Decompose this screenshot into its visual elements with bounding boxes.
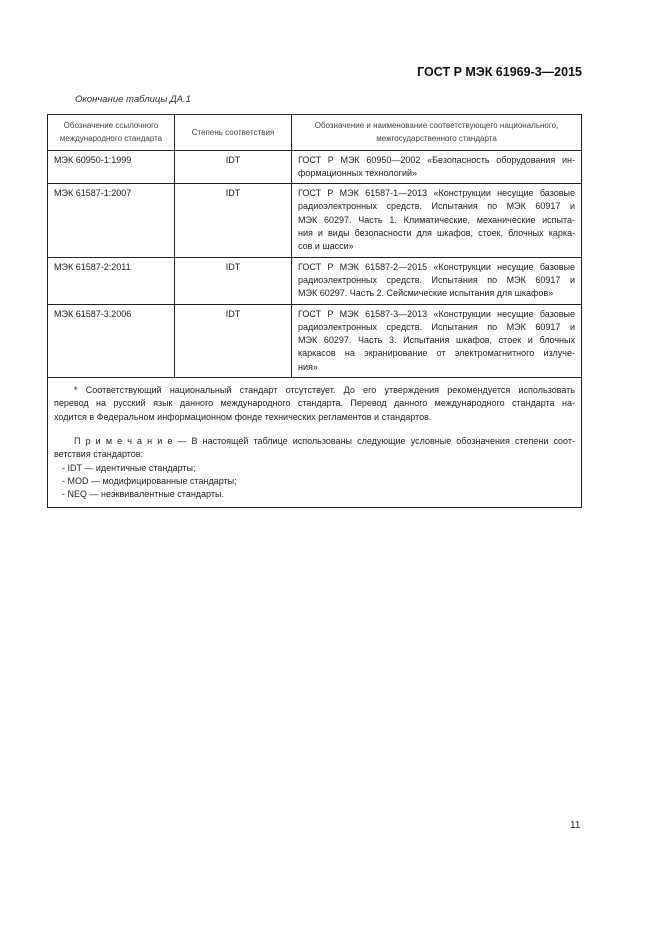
reference-standard: МЭК 61587-2:2011 (48, 257, 175, 304)
text-line: - IDT — идентичные стандарты; (62, 462, 196, 473)
document-code: ГОСТ Р МЭК 61969-3—2015 (417, 65, 582, 79)
text-line: ГОСТ Р МЭК 61587-1—2013 «Конструкции несущие базовые (298, 188, 575, 199)
text-line: МЭК 60297. Часть 1. Климатические, механические испыта- (298, 214, 575, 225)
table-row (48, 150, 582, 184)
page-number: 11 (570, 820, 581, 831)
text-line: радиоэлектронных средств. Испытания по МЭК 60917 и (298, 274, 575, 285)
table-row (48, 257, 582, 304)
note (54, 435, 575, 501)
text-line: - MOD — модифицированные стандарты; (62, 475, 237, 486)
column-header: Обозначение и наименование соответствующего национального, межгосударственного стандарта (292, 115, 582, 151)
text-line: перевод на русский язык данного международного стандарта. Перевод данного международного стандарта на- (54, 398, 575, 409)
table-header-row (48, 115, 582, 151)
text-line: ГОСТ Р МЭК 61587-2—2015 «Конструкции несущие базовые (298, 261, 575, 272)
degree-of-correspondence: IDT (175, 184, 292, 257)
national-standard (292, 184, 582, 257)
column-header: Степень соответствия (175, 115, 292, 151)
reference-standard: МЭК 61587-3.2006 (48, 304, 175, 377)
text-line: радиоэлектронных средств. Испытания по МЭК 60917 и (298, 201, 575, 212)
column-header: Обозначение ссылочного международного стандарта (48, 115, 175, 151)
standards-table (47, 114, 582, 508)
text-line: формационных технологий» (298, 167, 418, 178)
text-line: МЭК 60297. Часть 3. Испытания шкафов, стоек и блочных (298, 335, 575, 346)
degree-of-correspondence: IDT (175, 304, 292, 377)
table-notes (48, 378, 582, 508)
text-line: сов и шасси» (298, 241, 354, 252)
degree-of-correspondence: IDT (175, 150, 292, 184)
reference-standard: МЭК 61587-1:2007 (48, 184, 175, 257)
national-standard (292, 304, 582, 377)
table-row (48, 304, 582, 377)
text-line: - NEQ — неэквивалентные стандарты. (62, 489, 224, 500)
text-line: П р и м е ч а н и е — В настоящей таблице использованы следующие условные обозначения степени соот- (74, 435, 575, 446)
text-line: ния и виды безопасности для шкафов, стоек, блочных карка- (298, 228, 575, 239)
text-line: ГОСТ Р МЭК 61587-3—2013 «Конструкции несущие базовые (298, 308, 575, 319)
text-line: ходится в Федеральном информационном фонде технических регламентов и стандартов. (54, 411, 432, 422)
reference-standard: МЭК 60950-1:1999 (48, 150, 175, 184)
national-standard (292, 150, 582, 184)
table-footer-row (48, 378, 582, 508)
table-caption: Окончание таблицы ДА.1 (75, 94, 191, 105)
text-line: ГОСТ Р МЭК 60950—2002 «Безопасность оборудования ин- (298, 154, 575, 165)
national-standard (292, 257, 582, 304)
text-line: МЭК 60297. Часть 2. Сейсмические испытания для шкафов» (298, 288, 554, 299)
degree-of-correspondence: IDT (175, 257, 292, 304)
text-line: * Соответствующий национальный стандарт отсутствует. До его утверждения рекомендуется использовать (74, 385, 575, 396)
table-row (48, 184, 582, 257)
text-line: ния» (298, 361, 318, 372)
text-line: каркасов на экранирование от электромагнитного излуче- (298, 348, 575, 359)
text-line: радиоэлектронных средств. Испытания по МЭК 60917 и (298, 321, 575, 332)
text-line: ветствия стандартов: (54, 449, 144, 460)
footnote (54, 384, 575, 424)
